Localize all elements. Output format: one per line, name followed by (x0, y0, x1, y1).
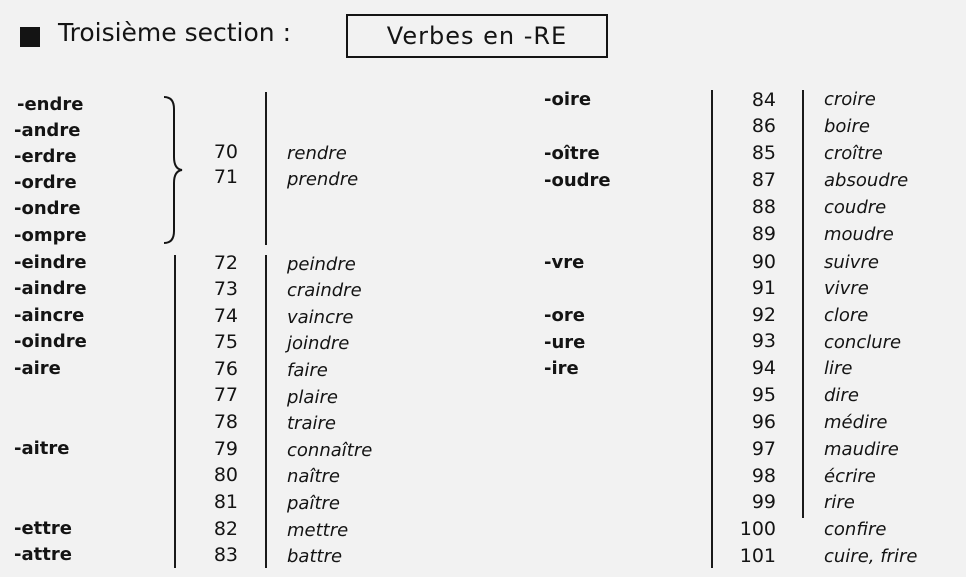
verb-number: 83 (213, 544, 238, 566)
ending-label: -aire (14, 358, 61, 379)
verb-number: 77 (213, 384, 238, 406)
verb-number: 89 (751, 223, 776, 245)
ending-label: -ettre (14, 518, 72, 539)
verb-infinitive: battre (287, 546, 343, 567)
verb-infinitive: dire (824, 385, 859, 406)
verb-infinitive: mettre (287, 520, 349, 541)
verb-infinitive: croire (824, 89, 876, 110)
verb-number: 88 (751, 196, 776, 218)
bullet-square-icon (20, 27, 40, 47)
verb-infinitive: rendre (287, 143, 347, 164)
ending-label: -aitre (14, 438, 70, 459)
verb-number: 85 (751, 142, 776, 164)
verb-number: 80 (213, 464, 238, 486)
verb-infinitive: croître (824, 143, 883, 164)
verb-number: 75 (213, 331, 238, 353)
verb-number: 73 (213, 278, 238, 300)
verb-number: 86 (751, 115, 776, 137)
section-label: Troisième section : (58, 18, 292, 47)
ending-label: -oître (544, 143, 600, 164)
verb-number: 96 (751, 411, 776, 433)
left-divider-upper (265, 92, 267, 245)
ending-label: -ondre (14, 198, 81, 219)
verb-number: 84 (751, 89, 776, 111)
right-divider-endings (711, 90, 713, 568)
ending-label: -ore (544, 305, 585, 326)
left-divider-lower (174, 255, 176, 568)
verb-infinitive: vaincre (287, 307, 354, 328)
verb-number: 101 (739, 545, 776, 567)
verb-infinitive: médire (824, 412, 888, 433)
verb-number: 97 (751, 438, 776, 460)
verb-number: 98 (751, 465, 776, 487)
verb-number: 74 (213, 305, 238, 327)
verb-infinitive: naître (287, 466, 340, 487)
verb-infinitive: traire (287, 413, 336, 434)
verb-number: 71 (213, 166, 238, 188)
ending-label: -ure (544, 332, 586, 353)
verb-infinitive: conclure (824, 332, 902, 353)
verb-infinitive: peindre (287, 254, 356, 275)
ending-label: -vre (544, 252, 585, 273)
verb-infinitive: boire (824, 116, 870, 137)
ending-label: -attre (14, 544, 72, 565)
verb-number: 70 (213, 141, 238, 163)
grouping-brace-icon (160, 95, 184, 245)
verb-infinitive: cuire, frire (824, 546, 918, 567)
verb-number: 82 (213, 518, 238, 540)
ending-label: -oindre (14, 331, 87, 352)
ending-label: -ordre (14, 172, 77, 193)
ending-label: -aincre (14, 305, 85, 326)
verb-number: 100 (739, 518, 776, 540)
verb-number: 90 (751, 251, 776, 273)
verb-infinitive: absoudre (824, 170, 909, 191)
ending-label: -oudre (544, 170, 611, 191)
verb-number: 78 (213, 411, 238, 433)
verb-infinitive: lire (824, 358, 853, 379)
verb-number: 93 (751, 330, 776, 352)
ending-label: -oire (544, 89, 592, 110)
verb-infinitive: joindre (287, 333, 350, 354)
verb-number: 99 (751, 491, 776, 513)
ending-label: -aindre (14, 278, 87, 299)
verb-infinitive: écrire (824, 466, 876, 487)
verb-number: 92 (751, 304, 776, 326)
ending-label: -ompre (14, 225, 87, 246)
verb-infinitive: vivre (824, 278, 869, 299)
verb-infinitive: confire (824, 519, 887, 540)
verb-infinitive: moudre (824, 224, 894, 245)
verb-infinitive: paître (287, 493, 340, 514)
right-divider-verbs (802, 90, 804, 518)
verb-infinitive: faire (287, 360, 328, 381)
section-title-box (346, 14, 608, 58)
verb-number: 72 (213, 252, 238, 274)
verb-infinitive: prendre (287, 169, 359, 190)
verb-infinitive: maudire (824, 439, 899, 460)
verb-number: 87 (751, 169, 776, 191)
verb-number: 91 (751, 277, 776, 299)
ending-label: -ire (544, 358, 579, 379)
ending-label: -erdre (14, 146, 77, 167)
verb-number: 81 (213, 491, 238, 513)
ending-label: -endre (17, 94, 84, 115)
verb-infinitive: suivre (824, 252, 879, 273)
verb-infinitive: connaître (287, 440, 373, 461)
ending-label: -andre (14, 120, 81, 141)
verb-infinitive: craindre (287, 280, 362, 301)
verb-infinitive: clore (824, 305, 869, 326)
section-title: Verbes en -RE (386, 22, 568, 50)
verb-infinitive: rire (824, 492, 855, 513)
verb-number: 76 (213, 358, 238, 380)
left-divider-verbs (265, 255, 267, 568)
verb-infinitive: plaire (287, 387, 338, 408)
verb-number: 95 (751, 384, 776, 406)
verb-infinitive: coudre (824, 197, 887, 218)
ending-label: -eindre (14, 252, 87, 273)
verb-number: 94 (751, 357, 776, 379)
verb-number: 79 (213, 438, 238, 460)
